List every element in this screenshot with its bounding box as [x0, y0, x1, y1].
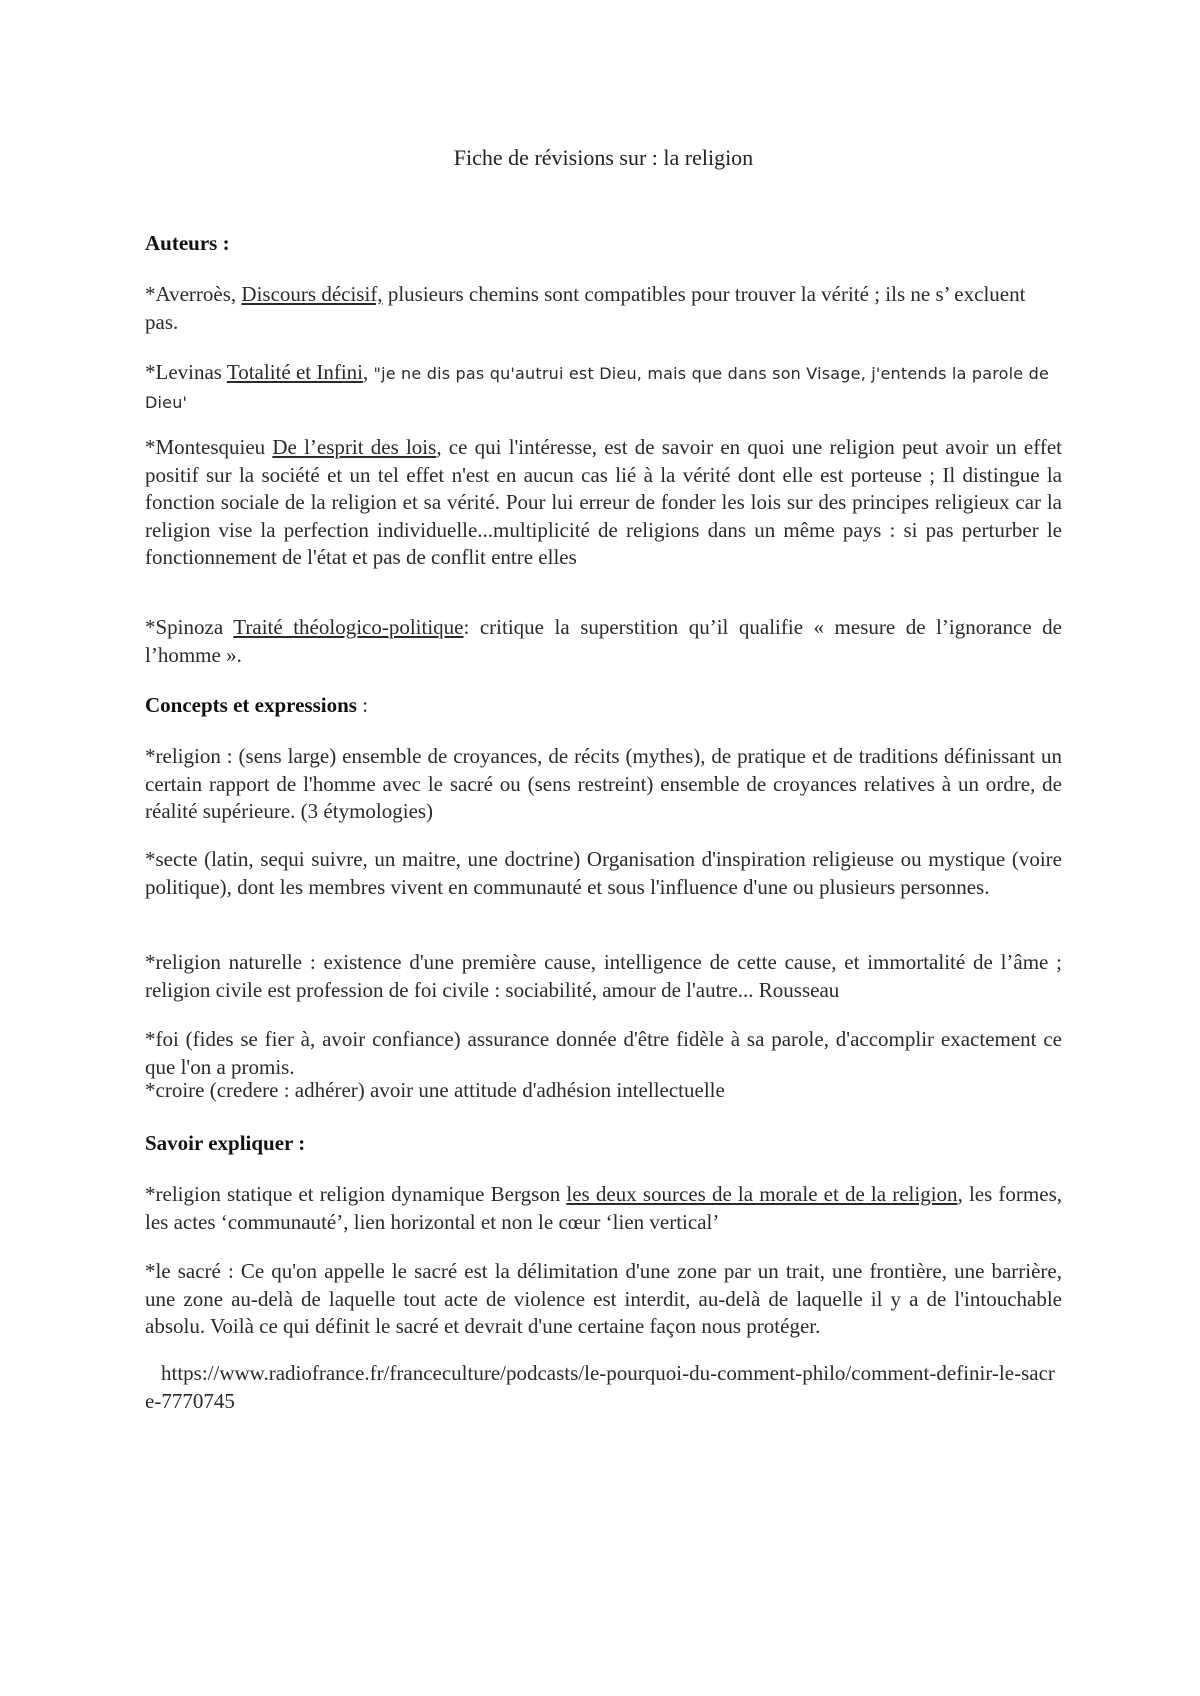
- levinas-sep: ,: [363, 360, 374, 384]
- bergson-text: , les formes, les actes ‘communauté’, lien horizontal et non le cœur ‘lien vertical’: [145, 1182, 1062, 1234]
- averroes-text: plusieurs chemins sont compatibles pour trouver la vérité ; ils ne s’ excluent pas.: [145, 282, 1026, 334]
- montesquieu-prefix: *Montesquieu: [145, 435, 273, 459]
- levinas-quote: "je ne dis pas qu'autrui est Dieu, mais que dans son Visage, j'entends la parole de Dieu': [145, 364, 1050, 412]
- spinoza-work-title: Traité théologico-politique: [233, 615, 464, 639]
- paragraph-averroes: [145, 281, 1062, 336]
- montesquieu-work-title: De l’esprit des lois: [272, 435, 437, 459]
- montesquieu-text: , ce qui l'intéresse, est de savoir en quoi une religion peut avoir un effet positif sur la société et un tel effet n'est en aucun cas lié à la vérité dont elle est porteuse ; Il distingue la fonction sociale de la religion et sa vérité. Pour lui erreur de fonder les lois sur des principes religieux car la religion vise la perfection individuelle...multiplicité de religions dans un même pays : si pas perturber le fonctionnement de l'état et pas de conflit entre elles: [145, 435, 1063, 569]
- levinas-work-title: Totalité et Infini: [226, 360, 364, 384]
- heading-concepts: [145, 692, 1062, 720]
- paragraph-religion-naturelle: *religion naturelle : existence d'une première cause, intelligence de cette cause, et immortalité de l’âme ; religion civile est profession de foi civile : sociabilité, amour de l'autre... Rousseau: [145, 950, 1062, 1002]
- paragraph-secte: *secte (latin, sequi suivre, un maitre, une doctrine) Organisation d'inspiration religieuse ou mystique (voire politique), dont les membres vivent en communauté et sous l'influence d'une ou plusieurs personnes.: [145, 847, 1062, 899]
- heading-concepts-suffix: :: [356, 693, 369, 717]
- paragraph-religion: *religion : (sens large) ensemble de croyances, de récits (mythes), de pratique et de traditions définissant un certain rapport de l'homme avec le sacré ou (sens restreint) ensemble de croyances relatives à un ordre, de réalité supérieure. (3 étymologies): [145, 744, 1062, 823]
- heading-concepts-label: Concepts et expressions: [145, 693, 357, 717]
- document-title: Fiche de révisions sur : la religion: [453, 145, 754, 170]
- averroes-prefix: *Averroès,: [145, 282, 242, 306]
- bergson-prefix: *religion statique et religion dynamique Bergson: [145, 1182, 567, 1206]
- paragraph-bergson: [145, 1181, 1062, 1236]
- paragraph-spinoza: [145, 614, 1062, 669]
- bergson-work-title: les deux sources de la morale et de la religion: [566, 1182, 958, 1206]
- averroes-work-title: Discours décisif,: [241, 282, 383, 306]
- paragraph-levinas: [145, 359, 1062, 416]
- heading-auteurs: Auteurs :: [145, 231, 230, 255]
- levinas-prefix: *Levinas: [145, 360, 227, 384]
- paragraph-montesquieu: [145, 434, 1062, 572]
- paragraph-sacre: *le sacré : Ce qu'on appelle le sacré est la délimitation d'une zone par un trait, une frontière, une barrière, une zone au-delà de laquelle tout acte de violence est interdit, au-delà de laquelle il y a de l'intouchable absolu. Voilà ce qui définit le sacré et devrait d'une certaine façon nous protéger.: [145, 1259, 1062, 1338]
- paragraph-foi: *foi (fides se fier à, avoir confiance) assurance donnée d'être fidèle à sa parole, d'accomplir exactement ce que l'on a promis.: [145, 1027, 1062, 1079]
- source-url: https://www.radiofrance.fr/franceculture/podcasts/le-pourquoi-du-comment-philo/comment-definir-le-sacre-7770745: [145, 1361, 1055, 1413]
- paragraph-croire: *croire (credere : adhérer) avoir une attitude d'adhésion intellectuelle: [145, 1078, 725, 1102]
- spinoza-prefix: *Spinoza: [145, 615, 234, 639]
- heading-savoir-expliquer: Savoir expliquer :: [145, 1131, 306, 1155]
- spinoza-text: : critique la superstition qu’il qualifie « mesure de l’ignorance de l’homme ».: [145, 615, 1062, 667]
